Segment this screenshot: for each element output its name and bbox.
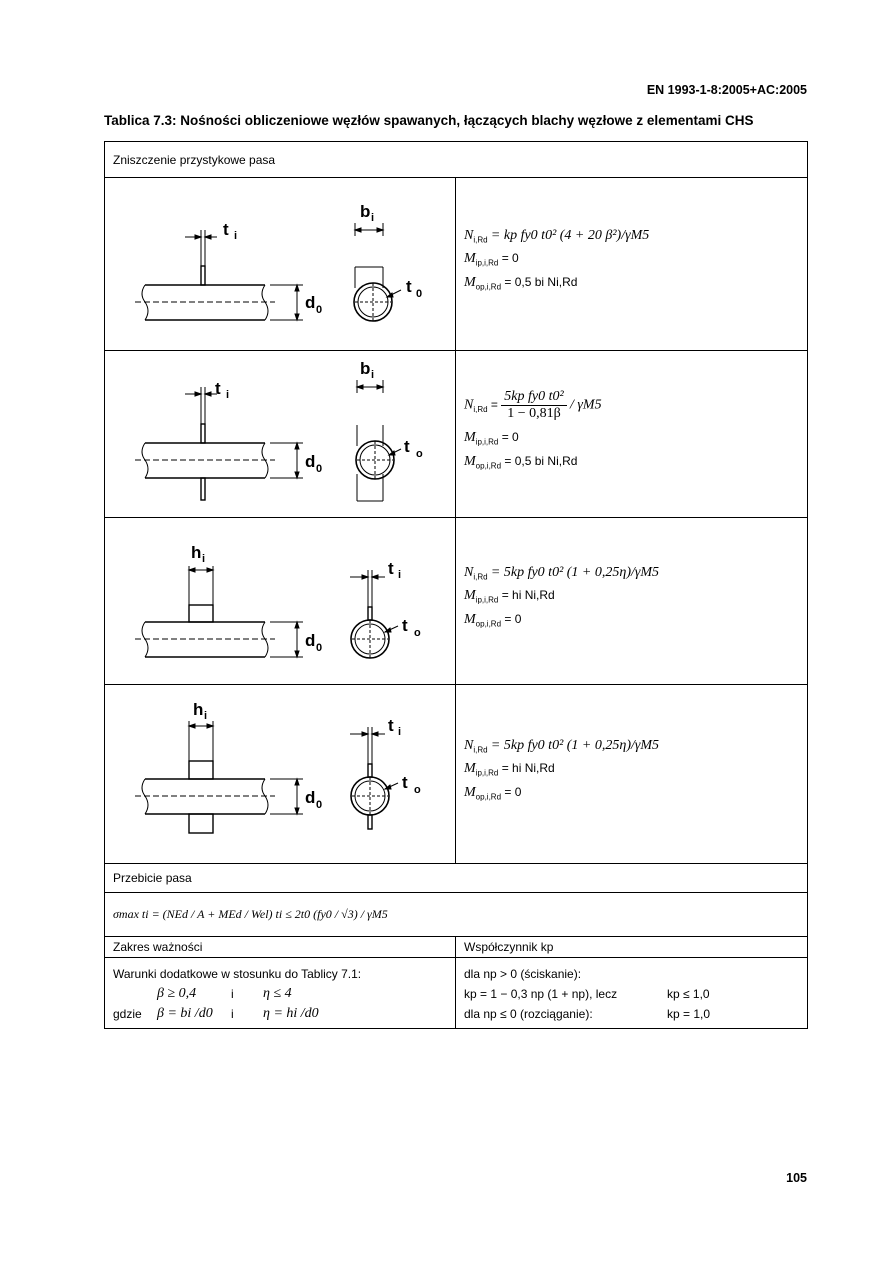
- tension-condition: dla np ≤ 0 (rozciąganie):: [464, 1007, 593, 1021]
- formula-cell: [456, 178, 808, 351]
- figure-double-plate-transverse: [105, 685, 456, 863]
- label-subscript: i: [398, 569, 402, 581]
- label-subscript: i: [226, 389, 230, 401]
- n-symbol: N: [464, 227, 474, 243]
- mop-formula: = 0,5 bi Ni,Rd: [504, 453, 578, 468]
- figure-cell: [105, 685, 456, 864]
- plate-thickness-label: t: [388, 559, 394, 578]
- conditions-line: [113, 984, 447, 1004]
- mop-sub: op,i,Rd: [475, 792, 502, 802]
- plate-height-label: h: [193, 700, 204, 719]
- punching-formula: σmax ti = (NEd / A + MEd / Wel) ti ≤ 2t0 (fy0 / √3) / γM5: [105, 893, 808, 937]
- mop-symbol: M: [464, 453, 476, 469]
- conjunction: i: [231, 1007, 234, 1021]
- mip-formula: = hi Ni,Rd: [501, 588, 555, 603]
- chord-diameter-label: d: [305, 631, 316, 650]
- n-sub: i,Rd: [473, 572, 488, 582]
- figure-cell: [105, 351, 456, 518]
- chord-diameter-label: d: [305, 788, 316, 807]
- mop-formula: = 0: [504, 611, 522, 626]
- standard-reference: EN 1993-1-8:2005+AC:2005: [646, 83, 807, 97]
- n-formula: = 5kp fy0 t0² (1 + 0,25η)/γM5: [490, 564, 660, 580]
- kp-formula: kp = 1 − 0,3 np (1 + np), lecz: [464, 987, 618, 1001]
- table-title: Tablica 7.3: Nośności obliczeniowe węzłów spawanych, łączących blachy węzłowe z elementami CHS: [104, 113, 754, 128]
- where-label: gdzie: [113, 1007, 142, 1021]
- resistance-table: [104, 141, 808, 1029]
- table-row: [105, 518, 808, 685]
- plate-width-label: b: [360, 359, 371, 378]
- section-punching-shear: Przebicie pasa: [105, 864, 808, 893]
- coef-line-tension: [464, 1004, 799, 1024]
- label-subscript: o: [416, 448, 423, 460]
- label-subscript: i: [398, 726, 402, 738]
- plate-width-label: b: [360, 202, 371, 221]
- mip-symbol: M: [464, 761, 476, 777]
- mip-symbol: M: [464, 588, 476, 604]
- mip-symbol: M: [464, 430, 476, 446]
- mop-sub: op,i,Rd: [475, 282, 502, 292]
- formula-cell: $N_{i,Rd}$ = $\frac{\text{5kp fy0 t0²}}{1 - 0,81\beta}$ / γM5 $M_{ip,i,Rd} = 0$ $M_{op,i,Rd} = 0,5$ bi Ni,Rd: [456, 351, 808, 518]
- beta-condition: β ≥ 0,4: [157, 986, 197, 1001]
- plate-thickness-label: t: [215, 379, 221, 398]
- mip-sub: ip,i,Rd: [475, 595, 499, 605]
- mop-sub: op,i,Rd: [475, 619, 502, 629]
- label-subscript: i: [202, 553, 206, 565]
- label-subscript: o: [414, 627, 421, 639]
- plate-height-label: h: [191, 543, 202, 562]
- n-sub: i,Rd: [473, 235, 488, 245]
- mip-formula: = 0: [501, 251, 519, 266]
- fraction-denominator: 1 − 0,81β: [507, 406, 561, 422]
- table-row: [105, 178, 808, 351]
- conditions-cell: [105, 958, 456, 1029]
- mop-symbol: M: [464, 611, 476, 627]
- figure-cell: [105, 178, 456, 351]
- kp-tension-value: kp = 1,0: [667, 1007, 711, 1021]
- definitions-line: [113, 1004, 447, 1024]
- n-symbol: N: [464, 737, 474, 753]
- mip-sub: ip,i,Rd: [475, 437, 499, 447]
- n-formula: = kp fy0 t0² (4 + 20 β²)/γM5: [490, 227, 650, 243]
- label-subscript: i: [371, 369, 375, 381]
- mip-sub: ip,i,Rd: [475, 258, 499, 268]
- mip-sub: ip,i,Rd: [475, 768, 499, 778]
- mop-sub: op,i,Rd: [475, 460, 502, 470]
- beta-definition: β = bi /d0: [157, 1006, 213, 1021]
- fraction-numerator: 5kp fy0 t0²: [501, 390, 566, 406]
- mop-formula: = 0,5 bi Ni,Rd: [504, 274, 578, 289]
- mip-formula: = hi Ni,Rd: [501, 761, 555, 776]
- eta-condition: η ≤ 4: [263, 986, 292, 1001]
- formula-cell: [456, 518, 808, 685]
- n-sub: i,Rd: [473, 745, 488, 755]
- label-subscript: 0: [316, 799, 323, 811]
- conditions-intro: Warunki dodatkowe w stosunku do Tablicy 7.1:: [113, 967, 362, 981]
- label-subscript: 0: [316, 463, 323, 475]
- plate-thickness-label: t: [223, 220, 229, 239]
- chord-thickness-label: t: [402, 773, 408, 792]
- chord-thickness-label: t: [402, 616, 408, 635]
- label-subscript: 0: [316, 304, 323, 316]
- n-formula: = 5kp fy0 t0² (1 + 0,25η)/γM5: [490, 737, 660, 753]
- page-number: 105: [786, 1171, 807, 1185]
- plate-thickness-label: t: [388, 716, 394, 735]
- formula-cell: [456, 685, 808, 864]
- label-subscript: 0: [416, 288, 423, 300]
- chord-diameter-label: d: [305, 293, 316, 312]
- figure-double-plate-longitudinal: [105, 351, 456, 517]
- n-symbol: N: [464, 564, 474, 580]
- label-subscript: 0: [316, 642, 323, 654]
- n-tail: / γM5: [570, 397, 602, 413]
- coefficient-cell: [456, 958, 808, 1029]
- range-of-validity-header: Zakres ważności: [105, 937, 456, 958]
- table-row: [105, 351, 808, 518]
- coef-line-compression: dla np > 0 (ściskanie):: [464, 967, 582, 981]
- conjunction: i: [231, 987, 234, 1001]
- mop-formula: = 0: [504, 784, 522, 799]
- eta-definition: η = hi /d0: [263, 1006, 319, 1021]
- table-row: [105, 685, 808, 864]
- figure-single-plate-transverse: [105, 518, 456, 684]
- label-subscript: i: [234, 230, 238, 242]
- figure-single-plate-longitudinal: [105, 178, 456, 350]
- kp-limit: kp ≤ 1,0: [667, 987, 710, 1001]
- chord-diameter-label: d: [305, 452, 316, 471]
- mop-symbol: M: [464, 274, 476, 290]
- label-subscript: i: [371, 212, 375, 224]
- mip-symbol: M: [464, 251, 476, 267]
- n-symbol: N: [464, 397, 474, 413]
- coefficient-header: Współczynnik kp: [456, 937, 808, 958]
- label-subscript: o: [414, 784, 421, 796]
- coef-line-formula: [464, 984, 799, 1004]
- n-fraction: [501, 390, 566, 421]
- chord-thickness-label: t: [406, 277, 412, 296]
- mip-formula: = 0: [501, 430, 519, 445]
- figure-cell: [105, 518, 456, 685]
- section-chord-face-failure: Zniszczenie przystykowe pasa: [105, 142, 808, 178]
- n-sub: i,Rd: [473, 405, 488, 415]
- label-subscript: i: [204, 710, 208, 722]
- chord-thickness-label: t: [404, 437, 410, 456]
- mop-symbol: M: [464, 784, 476, 800]
